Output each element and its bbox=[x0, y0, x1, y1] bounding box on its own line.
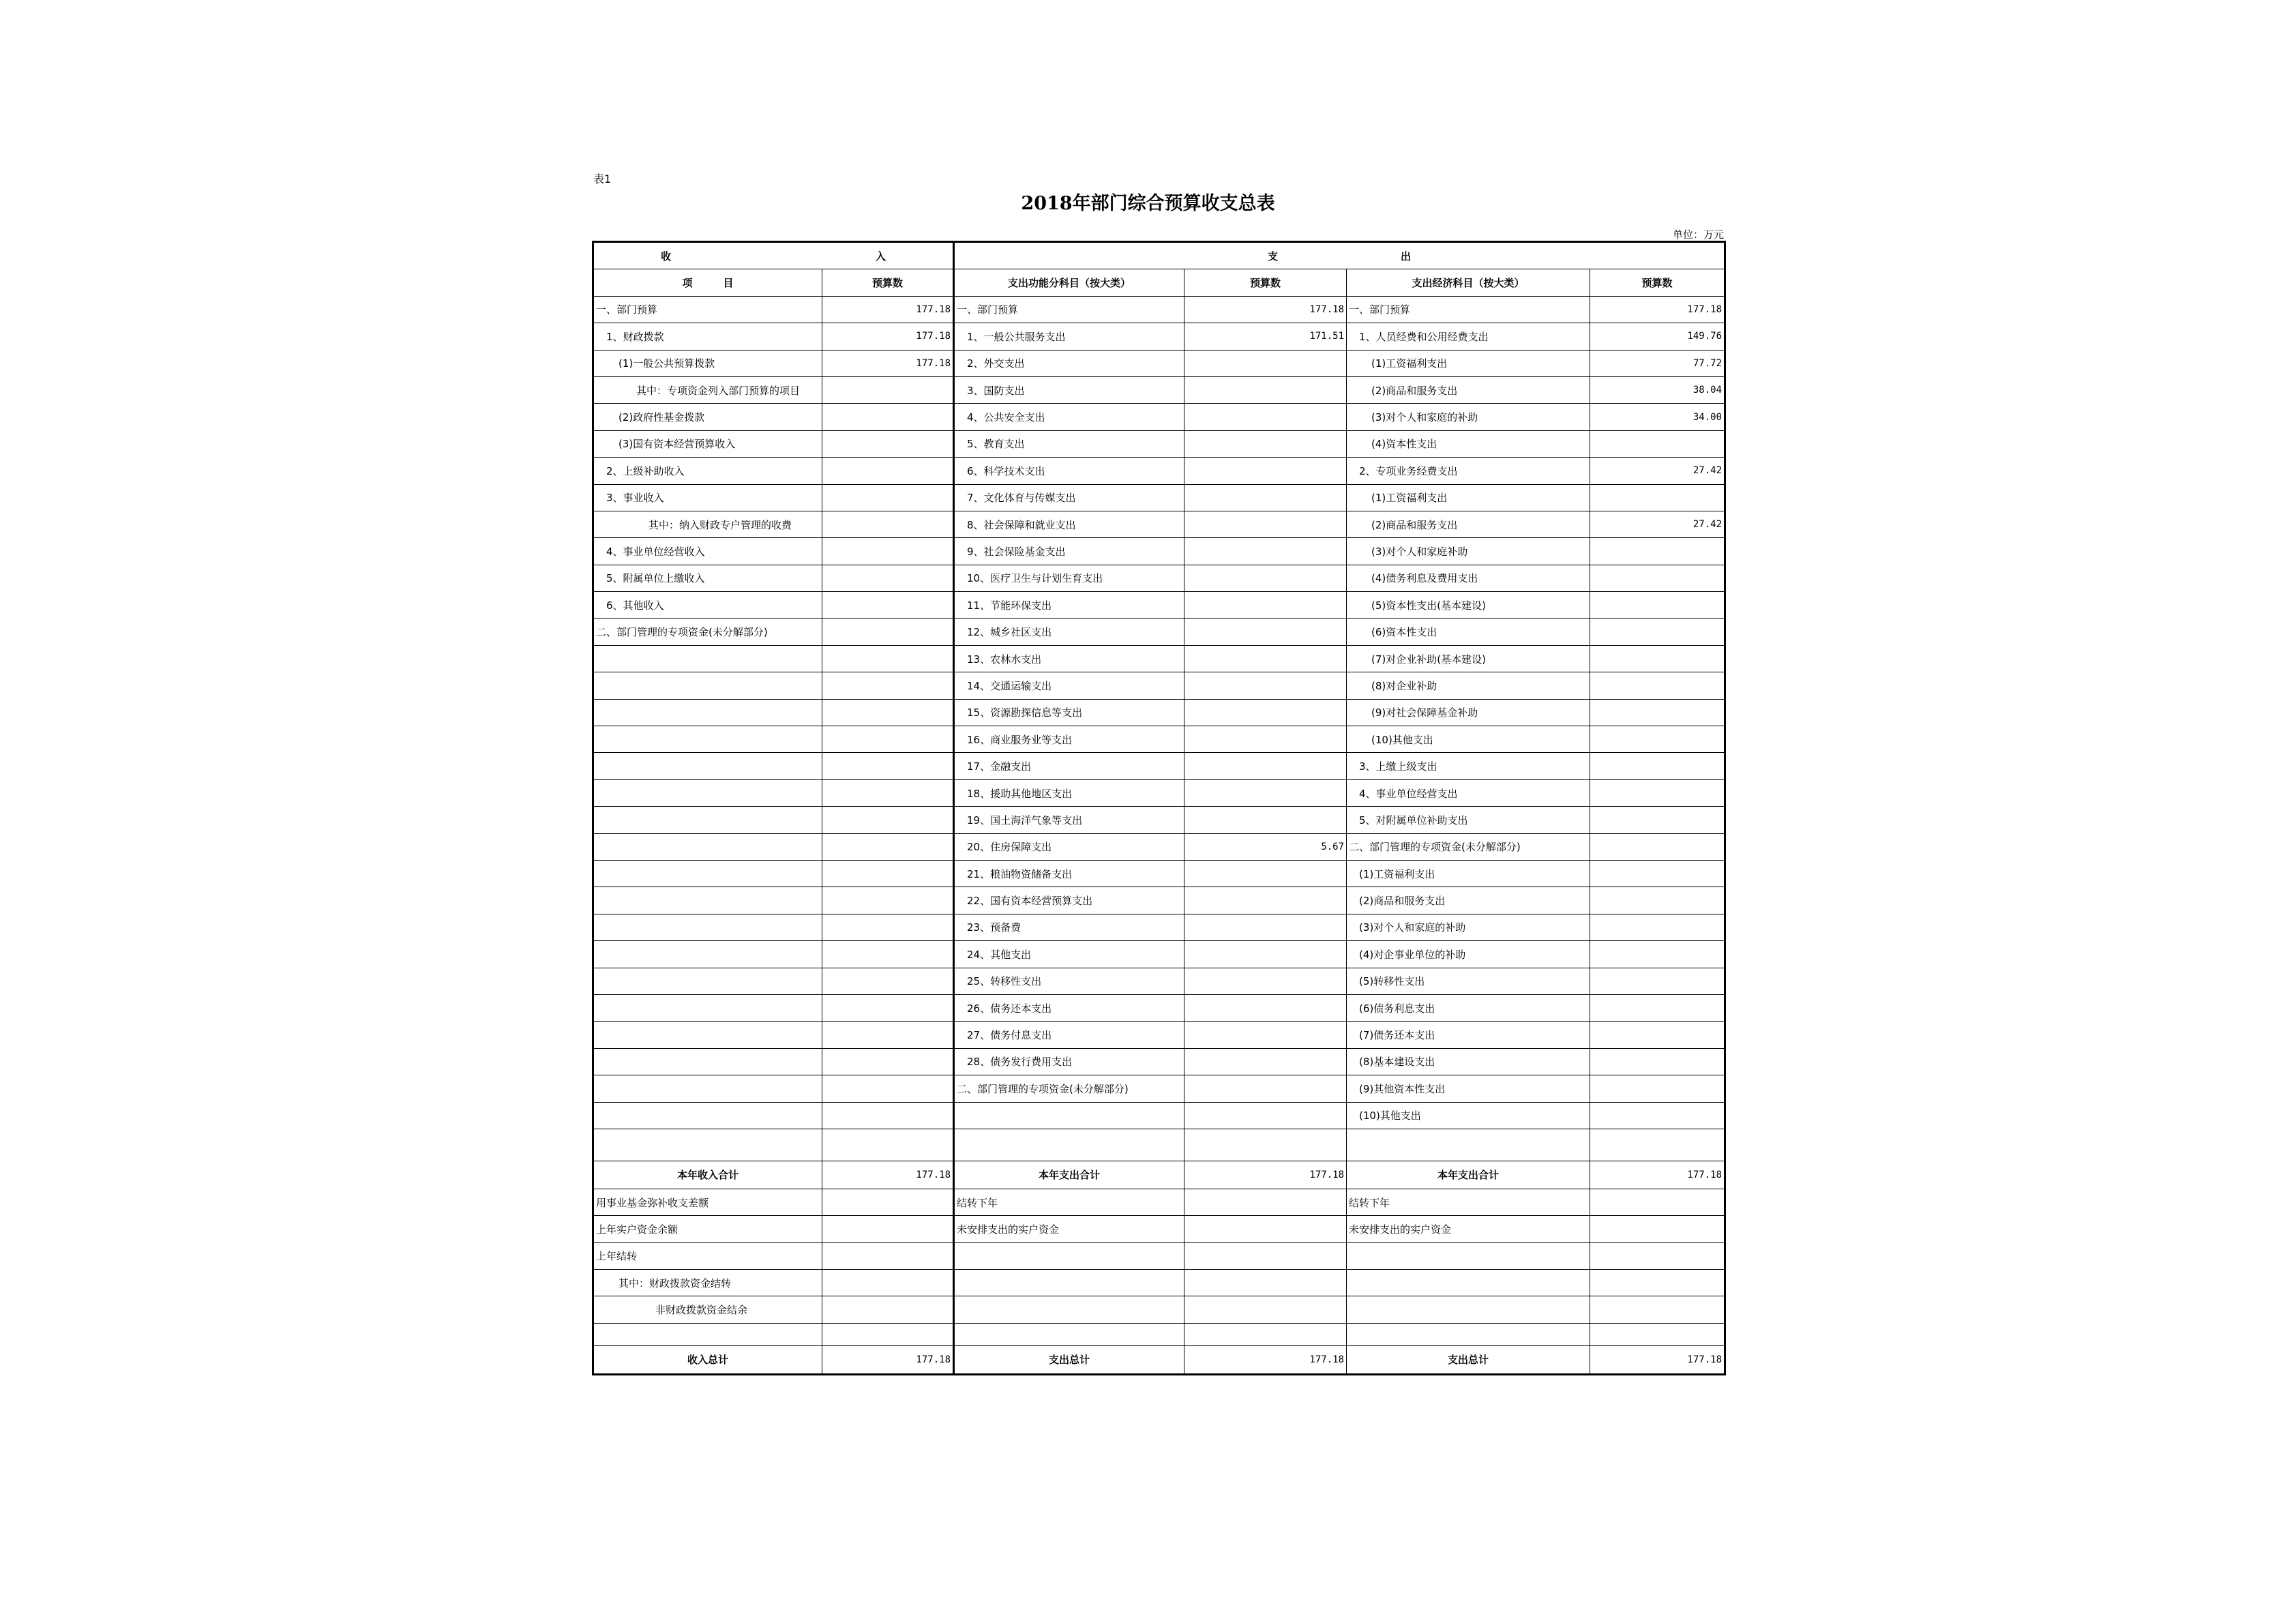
econ-grand-total-label: 支出总计 bbox=[1347, 1345, 1590, 1374]
econ-item: (1)工资福利支出 bbox=[1347, 860, 1590, 887]
income-budget-value bbox=[822, 1022, 954, 1048]
empty-cell bbox=[1590, 1129, 1725, 1161]
table-row bbox=[593, 1075, 1725, 1102]
econ-item: 二、部门管理的专项资金(未分解部分) bbox=[1347, 833, 1590, 860]
func-year-total-value: 177.18 bbox=[1184, 1161, 1347, 1189]
income-item: 1、财政拨款 bbox=[593, 323, 822, 350]
income-year-total-value: 177.18 bbox=[822, 1161, 954, 1189]
footer-row bbox=[593, 1270, 1725, 1296]
table-number: 表1 bbox=[593, 173, 612, 185]
income-budget-value bbox=[822, 887, 954, 914]
table-row bbox=[593, 833, 1725, 860]
table-row bbox=[593, 726, 1725, 753]
func-grand-total-label: 支出总计 bbox=[954, 1345, 1184, 1374]
unit-label: 单位：万元 bbox=[1672, 228, 1724, 241]
func-item: 19、国土海洋气象等支出 bbox=[954, 807, 1184, 833]
income-budget-value bbox=[822, 968, 954, 994]
income-budget-value bbox=[822, 619, 954, 645]
econ-item: (4)资本性支出 bbox=[1347, 430, 1590, 457]
func-budget-value bbox=[1184, 619, 1347, 645]
econ-item: (7)对企业补助(基本建设) bbox=[1347, 645, 1590, 672]
econ-budget-value bbox=[1590, 994, 1725, 1021]
income-item bbox=[593, 887, 822, 914]
table-row bbox=[593, 860, 1725, 887]
income-budget-value bbox=[822, 511, 954, 537]
income-budget-value bbox=[822, 1102, 954, 1129]
econ-footer-item: 结转下年 bbox=[1347, 1189, 1590, 1215]
func-item: 7、文化体育与传媒支出 bbox=[954, 484, 1184, 511]
empty-cell bbox=[1347, 1323, 1590, 1345]
income-budget-value bbox=[822, 726, 954, 753]
func-budget-value bbox=[1184, 941, 1347, 968]
empty-cell bbox=[822, 1189, 954, 1215]
econ-budget-value bbox=[1590, 833, 1725, 860]
econ-budget-value: 34.00 bbox=[1590, 404, 1725, 430]
econ-item: (8)对企业补助 bbox=[1347, 672, 1590, 699]
empty-cell bbox=[1590, 1189, 1725, 1215]
econ-footer-item bbox=[1347, 1296, 1590, 1323]
econ-item: (6)债务利息支出 bbox=[1347, 994, 1590, 1021]
econ-item: (9)对社会保障基金补助 bbox=[1347, 699, 1590, 726]
func-budget-value bbox=[1184, 592, 1347, 619]
income-item bbox=[593, 833, 822, 860]
func-item: 17、金融支出 bbox=[954, 753, 1184, 779]
empty-cell bbox=[1184, 1216, 1347, 1242]
econ-budget-value bbox=[1590, 645, 1725, 672]
income-budget-value bbox=[822, 807, 954, 833]
econ-budget-value bbox=[1590, 914, 1725, 940]
econ-item: (4)对企事业单位的补助 bbox=[1347, 941, 1590, 968]
empty-cell bbox=[822, 1242, 954, 1269]
func-footer-item bbox=[954, 1270, 1184, 1296]
func-budget-value bbox=[1184, 1102, 1347, 1129]
func-budget-value bbox=[1184, 860, 1347, 887]
econ-budget-value bbox=[1590, 1102, 1725, 1129]
econ-item: 1、人员经费和公用经费支出 bbox=[1347, 323, 1590, 350]
econ-budget-value: 77.72 bbox=[1590, 350, 1725, 376]
income-budget-value: 177.18 bbox=[822, 323, 954, 350]
income-group-right: 入 bbox=[876, 250, 886, 263]
econ-grand-total-value: 177.18 bbox=[1590, 1345, 1725, 1374]
econ-budget-value bbox=[1590, 726, 1725, 753]
income-item bbox=[593, 645, 822, 672]
econ-budget-value bbox=[1590, 538, 1725, 565]
func-budget-value bbox=[1184, 807, 1347, 833]
income-budget-value bbox=[822, 753, 954, 779]
func-budget-value bbox=[1184, 1022, 1347, 1048]
empty-cell bbox=[822, 1323, 954, 1345]
table-row bbox=[593, 1022, 1725, 1048]
income-item bbox=[593, 807, 822, 833]
econ-item: (9)其他资本性支出 bbox=[1347, 1075, 1590, 1102]
empty-cell bbox=[822, 1270, 954, 1296]
func-year-total-label: 本年支出合计 bbox=[954, 1161, 1184, 1189]
empty-cell bbox=[954, 1323, 1184, 1345]
empty-cell bbox=[1184, 1242, 1347, 1269]
econ-item: (5)资本性支出(基本建设) bbox=[1347, 592, 1590, 619]
func-budget-value bbox=[1184, 484, 1347, 511]
income-budget-value bbox=[822, 994, 954, 1021]
econ-budget-value bbox=[1590, 1022, 1725, 1048]
econ-item: (3)对个人和家庭补助 bbox=[1347, 538, 1590, 565]
spacer-row bbox=[593, 1323, 1725, 1345]
income-item: 二、部门管理的专项资金(未分解部分) bbox=[593, 619, 822, 645]
table-row bbox=[593, 350, 1725, 376]
empty-cell bbox=[822, 1216, 954, 1242]
func-budget-value bbox=[1184, 1048, 1347, 1075]
income-item bbox=[593, 968, 822, 994]
income-budget-value bbox=[822, 672, 954, 699]
econ-item: (5)转移性支出 bbox=[1347, 968, 1590, 994]
year-total-row bbox=[593, 1161, 1725, 1189]
func-budget-value bbox=[1184, 350, 1347, 376]
func-budget-value bbox=[1184, 538, 1347, 565]
func-budget-value: 5.67 bbox=[1184, 833, 1347, 860]
econ-item: (10)其他支出 bbox=[1347, 1102, 1590, 1129]
econ-budget-value: 177.18 bbox=[1590, 296, 1725, 323]
income-footer-item: 非财政拨款资金结余 bbox=[593, 1296, 822, 1323]
empty-cell bbox=[1184, 1323, 1347, 1345]
expense-group-header bbox=[954, 242, 1725, 269]
empty-cell bbox=[593, 1323, 822, 1345]
footer-row bbox=[593, 1216, 1725, 1242]
footer-row bbox=[593, 1242, 1725, 1269]
income-item bbox=[593, 1048, 822, 1075]
func-budget-value bbox=[1184, 779, 1347, 806]
income-budget-value bbox=[822, 833, 954, 860]
func-budget-value bbox=[1184, 511, 1347, 537]
income-item: (2)政府性基金拨款 bbox=[593, 404, 822, 430]
func-item: 25、转移性支出 bbox=[954, 968, 1184, 994]
income-item bbox=[593, 914, 822, 940]
table-row bbox=[593, 296, 1725, 323]
income-footer-item: 上年实户资金余额 bbox=[593, 1216, 822, 1242]
income-item: 5、附属单位上缴收入 bbox=[593, 565, 822, 591]
table-row bbox=[593, 376, 1725, 403]
empty-cell bbox=[822, 1129, 954, 1161]
income-budget-value bbox=[822, 779, 954, 806]
table-row bbox=[593, 592, 1725, 619]
group-header-row bbox=[593, 242, 1725, 269]
econ-budget-value bbox=[1590, 484, 1725, 511]
col-header-econ-budget: 预算数 bbox=[1590, 269, 1725, 296]
econ-item: (2)商品和服务支出 bbox=[1347, 511, 1590, 537]
table-row bbox=[593, 914, 1725, 940]
income-footer-item: 用事业基金弥补收支差额 bbox=[593, 1189, 822, 1215]
func-item: 21、粮油物资储备支出 bbox=[954, 860, 1184, 887]
econ-item: (3)对个人和家庭的补助 bbox=[1347, 404, 1590, 430]
income-item: 3、事业收入 bbox=[593, 484, 822, 511]
func-item: 2、外交支出 bbox=[954, 350, 1184, 376]
table-row bbox=[593, 1048, 1725, 1075]
func-budget-value bbox=[1184, 699, 1347, 726]
income-budget-value: 177.18 bbox=[822, 350, 954, 376]
func-item: 5、教育支出 bbox=[954, 430, 1184, 457]
func-item: 23、预备费 bbox=[954, 914, 1184, 940]
func-item: 13、农林水支出 bbox=[954, 645, 1184, 672]
econ-footer-item: 未安排支出的实户资金 bbox=[1347, 1216, 1590, 1242]
table-row bbox=[593, 807, 1725, 833]
econ-item: (7)债务还本支出 bbox=[1347, 1022, 1590, 1048]
func-budget-value bbox=[1184, 887, 1347, 914]
func-item: 1、一般公共服务支出 bbox=[954, 323, 1184, 350]
income-item bbox=[593, 941, 822, 968]
empty-cell bbox=[954, 1129, 1184, 1161]
econ-budget-value: 27.42 bbox=[1590, 511, 1725, 537]
footer-row bbox=[593, 1296, 1725, 1323]
func-budget-value bbox=[1184, 726, 1347, 753]
income-item bbox=[593, 1102, 822, 1129]
income-grand-total-value: 177.18 bbox=[822, 1345, 954, 1374]
func-item: 26、债务还本支出 bbox=[954, 994, 1184, 1021]
income-item bbox=[593, 779, 822, 806]
col-header-func: 支出功能分科目（按大类） bbox=[954, 269, 1184, 296]
empty-cell bbox=[1590, 1296, 1725, 1323]
income-budget-value: 177.18 bbox=[822, 296, 954, 323]
econ-budget-value bbox=[1590, 941, 1725, 968]
income-budget-value bbox=[822, 1048, 954, 1075]
func-budget-value bbox=[1184, 672, 1347, 699]
func-item: 9、社会保险基金支出 bbox=[954, 538, 1184, 565]
income-item: (3)国有资本经营预算收入 bbox=[593, 430, 822, 457]
income-item bbox=[593, 753, 822, 779]
income-item: 一、部门预算 bbox=[593, 296, 822, 323]
page-title: 2018年部门综合预算收支总表 bbox=[1021, 193, 1275, 214]
func-footer-item bbox=[954, 1296, 1184, 1323]
table-row bbox=[593, 968, 1725, 994]
func-item: 4、公共安全支出 bbox=[954, 404, 1184, 430]
income-item bbox=[593, 699, 822, 726]
income-item: (1)一般公共预算拨款 bbox=[593, 350, 822, 376]
income-group-left: 收 bbox=[660, 250, 671, 263]
func-item: 11、节能环保支出 bbox=[954, 592, 1184, 619]
income-footer-item: 其中：财政拨款资金结转 bbox=[593, 1270, 822, 1296]
func-budget-value bbox=[1184, 994, 1347, 1021]
table-row bbox=[593, 779, 1725, 806]
func-item: 一、部门预算 bbox=[954, 296, 1184, 323]
table-row bbox=[593, 484, 1725, 511]
expense-group-right: 出 bbox=[1401, 250, 1412, 263]
income-budget-value bbox=[822, 941, 954, 968]
econ-item: (1)工资福利支出 bbox=[1347, 350, 1590, 376]
empty-cell bbox=[1184, 1189, 1347, 1215]
econ-item: (10)其他支出 bbox=[1347, 726, 1590, 753]
col-header-func-budget: 预算数 bbox=[1184, 269, 1347, 296]
income-budget-value bbox=[822, 430, 954, 457]
econ-budget-value bbox=[1590, 1048, 1725, 1075]
table-row bbox=[593, 511, 1725, 537]
func-budget-value bbox=[1184, 404, 1347, 430]
func-item: 6、科学技术支出 bbox=[954, 458, 1184, 484]
table-row bbox=[593, 538, 1725, 565]
empty-cell bbox=[822, 1296, 954, 1323]
econ-budget-value bbox=[1590, 753, 1725, 779]
income-budget-value bbox=[822, 645, 954, 672]
income-item: 其中：专项资金列入部门预算的项目 bbox=[593, 376, 822, 403]
table-row bbox=[593, 458, 1725, 484]
econ-item: 一、部门预算 bbox=[1347, 296, 1590, 323]
table-row bbox=[593, 404, 1725, 430]
econ-budget-value bbox=[1590, 1075, 1725, 1102]
econ-budget-value: 27.42 bbox=[1590, 458, 1725, 484]
income-year-total-label: 本年收入合计 bbox=[593, 1161, 822, 1189]
func-item: 8、社会保障和就业支出 bbox=[954, 511, 1184, 537]
func-footer-item: 未安排支出的实户资金 bbox=[954, 1216, 1184, 1242]
func-budget-value: 177.18 bbox=[1184, 296, 1347, 323]
income-item: 6、其他收入 bbox=[593, 592, 822, 619]
func-item: 二、部门管理的专项资金(未分解部分) bbox=[954, 1075, 1184, 1102]
col-header-econ: 支出经济科目（按大类） bbox=[1347, 269, 1590, 296]
table-row bbox=[593, 672, 1725, 699]
func-budget-value bbox=[1184, 1075, 1347, 1102]
econ-budget-value bbox=[1590, 807, 1725, 833]
empty-cell bbox=[1184, 1270, 1347, 1296]
income-item bbox=[593, 1075, 822, 1102]
table-row bbox=[593, 1102, 1725, 1129]
income-item: 4、事业单位经营收入 bbox=[593, 538, 822, 565]
econ-year-total-label: 本年支出合计 bbox=[1347, 1161, 1590, 1189]
func-budget-value bbox=[1184, 376, 1347, 403]
empty-cell bbox=[1590, 1216, 1725, 1242]
econ-item: 2、专项业务经费支出 bbox=[1347, 458, 1590, 484]
income-item: 其中：纳入财政专户管理的收费 bbox=[593, 511, 822, 537]
func-item bbox=[954, 1102, 1184, 1129]
income-budget-value bbox=[822, 484, 954, 511]
empty-cell bbox=[1590, 1323, 1725, 1345]
econ-budget-value bbox=[1590, 592, 1725, 619]
income-item bbox=[593, 726, 822, 753]
empty-cell bbox=[1184, 1296, 1347, 1323]
col-header-item: 项 目 bbox=[593, 269, 822, 296]
income-group-header bbox=[593, 242, 954, 269]
func-budget-value: 171.51 bbox=[1184, 323, 1347, 350]
income-item bbox=[593, 994, 822, 1021]
income-budget-value bbox=[822, 914, 954, 940]
income-budget-value bbox=[822, 592, 954, 619]
func-item: 27、债务付息支出 bbox=[954, 1022, 1184, 1048]
table-row bbox=[593, 699, 1725, 726]
income-budget-value bbox=[822, 860, 954, 887]
empty-cell bbox=[1590, 1270, 1725, 1296]
func-item: 3、国防支出 bbox=[954, 376, 1184, 403]
income-budget-value bbox=[822, 404, 954, 430]
func-item: 15、资源勘探信息等支出 bbox=[954, 699, 1184, 726]
func-budget-value bbox=[1184, 968, 1347, 994]
econ-item: 4、事业单位经营支出 bbox=[1347, 779, 1590, 806]
econ-item: (1)工资福利支出 bbox=[1347, 484, 1590, 511]
func-budget-value bbox=[1184, 645, 1347, 672]
empty-cell bbox=[1590, 1242, 1725, 1269]
func-item: 22、国有资本经营预算支出 bbox=[954, 887, 1184, 914]
econ-budget-value bbox=[1590, 779, 1725, 806]
income-budget-value bbox=[822, 565, 954, 591]
econ-item: (2)商品和服务支出 bbox=[1347, 376, 1590, 403]
econ-footer-item bbox=[1347, 1270, 1590, 1296]
spacer-row bbox=[593, 1129, 1725, 1161]
func-grand-total-value: 177.18 bbox=[1184, 1345, 1347, 1374]
econ-item: (4)债务利息及费用支出 bbox=[1347, 565, 1590, 591]
econ-item: (6)资本性支出 bbox=[1347, 619, 1590, 645]
func-item: 16、商业服务业等支出 bbox=[954, 726, 1184, 753]
income-budget-value bbox=[822, 1075, 954, 1102]
econ-budget-value: 149.76 bbox=[1590, 323, 1725, 350]
income-budget-value bbox=[822, 376, 954, 403]
table-row bbox=[593, 619, 1725, 645]
func-item: 12、城乡社区支出 bbox=[954, 619, 1184, 645]
func-item: 18、援助其他地区支出 bbox=[954, 779, 1184, 806]
func-item: 24、其他支出 bbox=[954, 941, 1184, 968]
econ-year-total-value: 177.18 bbox=[1590, 1161, 1725, 1189]
econ-budget-value bbox=[1590, 619, 1725, 645]
table-row bbox=[593, 994, 1725, 1021]
table-row bbox=[593, 645, 1725, 672]
econ-budget-value bbox=[1590, 968, 1725, 994]
func-item: 14、交通运输支出 bbox=[954, 672, 1184, 699]
econ-item: 3、上缴上级支出 bbox=[1347, 753, 1590, 779]
econ-item: (3)对个人和家庭的补助 bbox=[1347, 914, 1590, 940]
econ-item: (2)商品和服务支出 bbox=[1347, 887, 1590, 914]
econ-footer-item bbox=[1347, 1242, 1590, 1269]
empty-cell bbox=[593, 1129, 822, 1161]
econ-budget-value: 38.04 bbox=[1590, 376, 1725, 403]
func-budget-value bbox=[1184, 430, 1347, 457]
empty-cell bbox=[1347, 1129, 1590, 1161]
func-item: 20、住房保障支出 bbox=[954, 833, 1184, 860]
footer-row bbox=[593, 1189, 1725, 1215]
econ-item: (8)基本建设支出 bbox=[1347, 1048, 1590, 1075]
expense-group-left: 支 bbox=[1268, 250, 1279, 263]
func-budget-value bbox=[1184, 458, 1347, 484]
table-row bbox=[593, 753, 1725, 779]
budget-summary-table bbox=[592, 241, 1726, 1375]
func-budget-value bbox=[1184, 565, 1347, 591]
func-footer-item bbox=[954, 1242, 1184, 1269]
income-item: 2、上级补助收入 bbox=[593, 458, 822, 484]
econ-budget-value bbox=[1590, 672, 1725, 699]
empty-cell bbox=[1184, 1129, 1347, 1161]
table-row bbox=[593, 887, 1725, 914]
table-row bbox=[593, 941, 1725, 968]
table-row bbox=[593, 430, 1725, 457]
econ-budget-value bbox=[1590, 430, 1725, 457]
econ-item: 5、对附属单位补助支出 bbox=[1347, 807, 1590, 833]
income-budget-value bbox=[822, 538, 954, 565]
income-budget-value bbox=[822, 699, 954, 726]
income-item bbox=[593, 1022, 822, 1048]
table-row bbox=[593, 323, 1725, 350]
grand-total-row bbox=[593, 1345, 1725, 1374]
func-item: 28、债务发行费用支出 bbox=[954, 1048, 1184, 1075]
func-budget-value bbox=[1184, 753, 1347, 779]
econ-budget-value bbox=[1590, 565, 1725, 591]
econ-budget-value bbox=[1590, 699, 1725, 726]
income-item bbox=[593, 860, 822, 887]
table-row bbox=[593, 565, 1725, 591]
func-item: 10、医疗卫生与计划生育支出 bbox=[954, 565, 1184, 591]
func-budget-value bbox=[1184, 914, 1347, 940]
income-budget-value bbox=[822, 458, 954, 484]
column-header-row bbox=[593, 269, 1725, 296]
col-header-income-budget: 预算数 bbox=[822, 269, 954, 296]
income-item bbox=[593, 672, 822, 699]
income-grand-total-label: 收入总计 bbox=[593, 1345, 822, 1374]
income-footer-item: 上年结转 bbox=[593, 1242, 822, 1269]
econ-budget-value bbox=[1590, 887, 1725, 914]
func-footer-item: 结转下年 bbox=[954, 1189, 1184, 1215]
econ-budget-value bbox=[1590, 860, 1725, 887]
